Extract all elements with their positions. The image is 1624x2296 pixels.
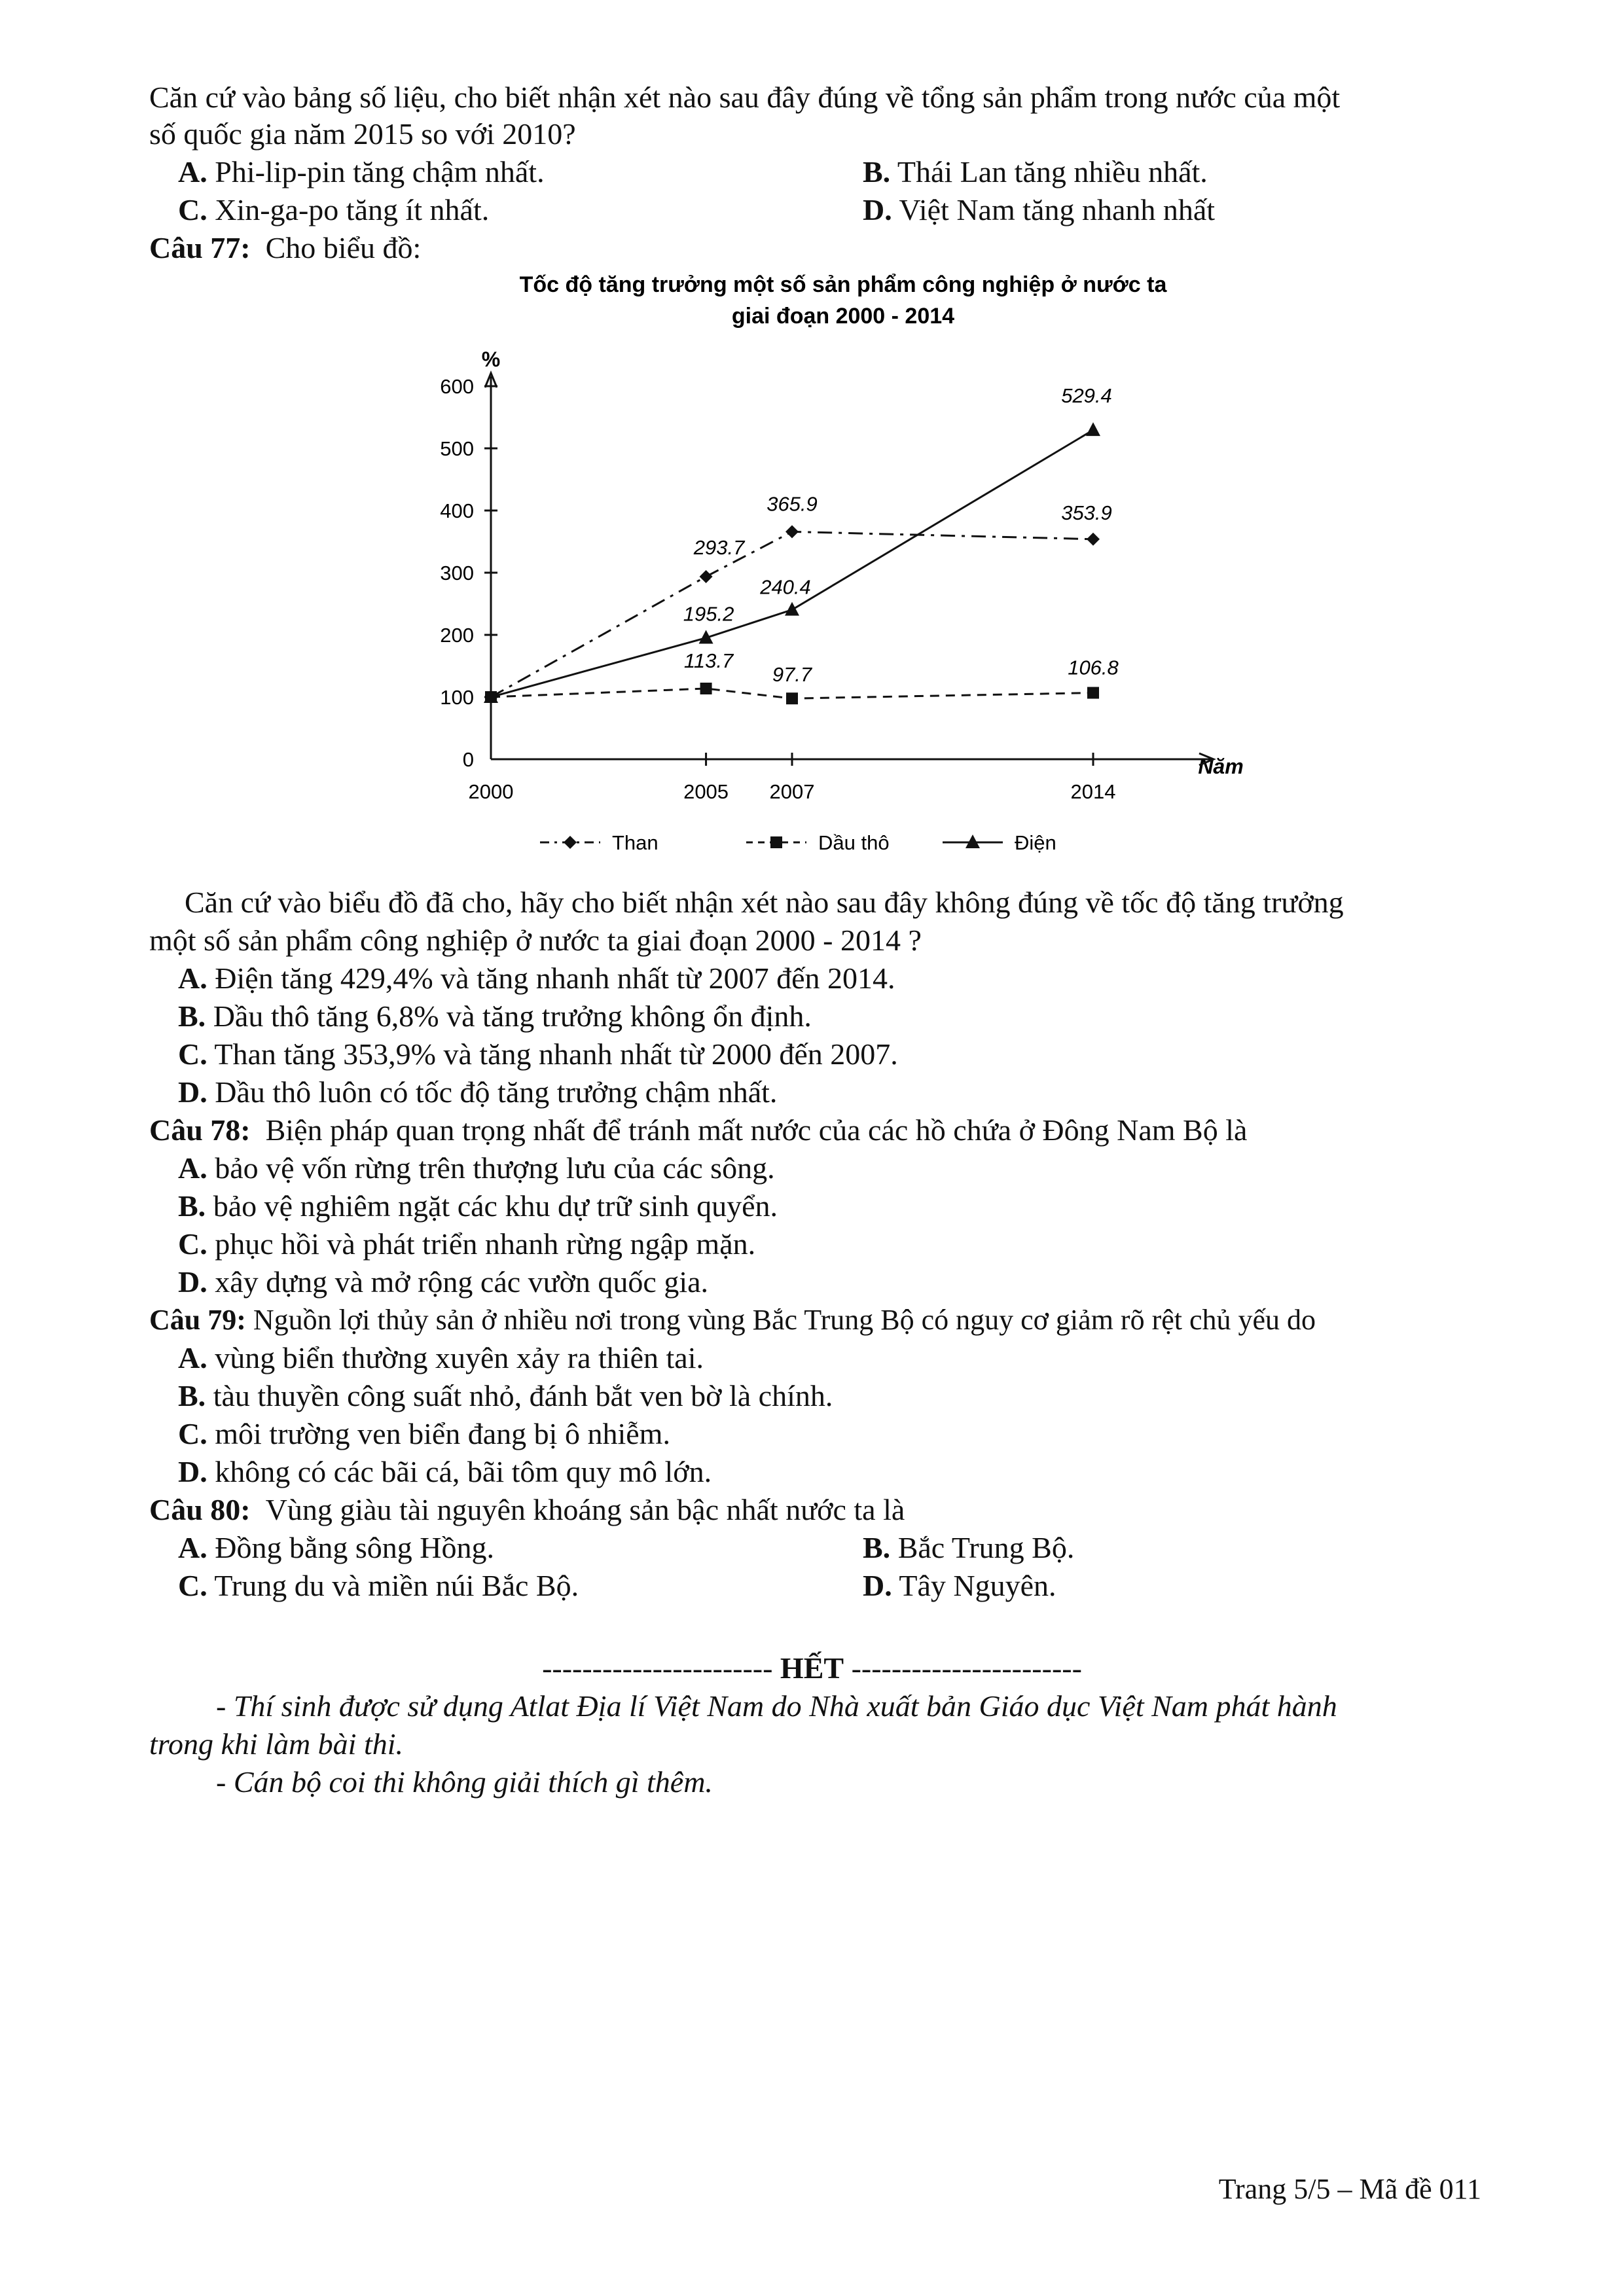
note-atlas-line2: trong khi làm bài thi. (149, 1727, 404, 1761)
marker-square (1087, 687, 1099, 699)
q76-option-b (863, 153, 1208, 191)
option-key: B. (863, 1531, 891, 1564)
marker-diamond (1087, 533, 1100, 546)
option-text: tàu thuyền công suất nhỏ, đánh bắt ven bờ là chính. (213, 1379, 833, 1412)
q76-stem-line1: Căn cứ vào bảng số liệu, cho biết nhận xét nào sau đây đúng về tổng sản phẩm trong nước của một (149, 81, 1341, 114)
data-label: 353.9 (1061, 501, 1112, 524)
option-text: phục hồi và phát triển nhanh rừng ngập mặn. (215, 1227, 756, 1261)
series-1 (485, 649, 1119, 704)
q78-option-b (178, 1187, 778, 1225)
option-key: A. (178, 1531, 208, 1564)
q80-option-a (178, 1529, 494, 1567)
q80-option-d (863, 1567, 1056, 1605)
marker-square (770, 836, 782, 848)
option-key: B. (178, 999, 206, 1033)
q80-stem (149, 1491, 905, 1529)
q78-option-d (178, 1263, 708, 1301)
marker-square (786, 692, 798, 704)
data-label: 195.2 (683, 602, 734, 626)
legend-item (943, 831, 1056, 854)
y-tick-label: 100 (440, 686, 474, 709)
option-key: C. (178, 193, 208, 226)
marker-diamond (700, 570, 713, 583)
y-tick-label: 500 (440, 437, 474, 460)
q76-option-a (178, 153, 545, 191)
option-text: không có các bãi cá, bãi tôm quy mô lớn. (215, 1455, 712, 1488)
q78-option-a (178, 1149, 775, 1187)
legend-item (540, 831, 659, 854)
legend-item (746, 831, 890, 854)
q78-option-c (178, 1225, 755, 1263)
x-tick-label: 2000 (468, 780, 514, 803)
option-key: D. (863, 193, 892, 226)
y-tick-label: 300 (440, 562, 474, 584)
end-marker (0, 1649, 1624, 1687)
option-text: vùng biển thường xuyên xảy ra thiên tai. (215, 1341, 704, 1374)
q79-stem (149, 1301, 1316, 1339)
data-label: 106.8 (1068, 656, 1119, 679)
option-key: A. (178, 1341, 208, 1374)
option-text: Đồng bằng sông Hồng. (215, 1531, 494, 1564)
option-text: xây dựng và mở rộng các vườn quốc gia. (215, 1265, 709, 1299)
option-key: A. (178, 1151, 208, 1185)
data-label: 113.7 (683, 649, 734, 672)
series-2 (484, 384, 1112, 703)
data-label: 97.7 (772, 663, 812, 687)
option-key: D. (178, 1265, 208, 1299)
option-text: Than tăng 353,9% và tăng nhanh nhất từ 2000 đến 2007. (214, 1037, 898, 1071)
data-label: 293.7 (693, 535, 745, 559)
q79-option-b (178, 1377, 833, 1415)
x-tick-label: 2005 (683, 780, 729, 803)
option-text: Dầu thô luôn có tốc độ tăng trưởng chậm nhất. (215, 1075, 778, 1109)
question-label: Câu 78: (149, 1113, 251, 1147)
option-text: bảo vệ vốn rừng trên thượng lưu của các sông. (215, 1151, 775, 1185)
question-label: Câu 79: (149, 1304, 246, 1336)
q77-option-d (178, 1073, 777, 1111)
option-key: C. (178, 1227, 208, 1261)
q79-option-a (178, 1339, 704, 1377)
x-tick-label: 2007 (769, 780, 815, 803)
q80-option-c (178, 1567, 579, 1605)
q77-stem-line1: Căn cứ vào biểu đồ đã cho, hãy cho biết nhận xét nào sau đây không đúng về tốc độ tăng trưởng (185, 886, 1344, 919)
option-text: Trung du và miền núi Bắc Bộ. (214, 1569, 579, 1602)
growth-line-chart (393, 262, 1309, 890)
end-word: HẾT (780, 1651, 844, 1685)
y-tick-label: 200 (440, 624, 474, 647)
page-footer: Trang 5/5 – Mã đề 011 (1218, 2173, 1481, 2205)
marker-diamond (564, 836, 577, 849)
question-text: Vùng giàu tài nguyên khoáng sản bậc nhất nước ta là (265, 1493, 905, 1526)
option-text: Phi-lip-pin tăng chậm nhất. (215, 155, 545, 188)
chart-title-line2: giai đoạn 2000 - 2014 (731, 304, 955, 329)
y-axis-label: % (481, 348, 501, 371)
y-tick-label: 600 (440, 375, 474, 398)
y-tick-label: 0 (462, 748, 474, 771)
marker-diamond (785, 525, 799, 538)
option-key: B. (178, 1189, 206, 1223)
q76-option-d (863, 191, 1215, 229)
q79-option-d (178, 1453, 712, 1491)
option-key: C. (178, 1037, 208, 1071)
option-key: A. (178, 961, 208, 995)
option-key: C. (178, 1417, 208, 1450)
option-key: D. (178, 1455, 208, 1488)
option-key: C. (178, 1569, 208, 1602)
question-text: Biện pháp quan trọng nhất để tránh mất nước của các hồ chứa ở Đông Nam Bộ là (265, 1113, 1248, 1147)
option-text: Thái Lan tăng nhiều nhất. (897, 155, 1208, 188)
data-label: 240.4 (760, 575, 811, 599)
q76-stem-line2: số quốc gia năm 2015 so với 2010? (149, 117, 576, 151)
y-tick-label: 400 (440, 499, 474, 522)
option-key: D. (178, 1075, 208, 1109)
option-key: B. (178, 1379, 206, 1412)
option-text: Xin-ga-po tăng ít nhất. (215, 193, 490, 226)
option-key: B. (863, 155, 891, 188)
q76-option-c (178, 191, 489, 229)
chart-title-line1: Tốc độ tăng trưởng một số sản phẩm công nghiệp ở nước ta (519, 272, 1167, 297)
legend-label: Điện (1015, 831, 1056, 854)
marker-square (700, 683, 712, 694)
x-axis-label: Năm (1198, 755, 1244, 778)
q77-heading (149, 229, 421, 267)
x-tick-label: 2014 (1070, 780, 1116, 803)
legend-label: Dầu thô (818, 831, 890, 854)
note-proctor: - Cán bộ coi thi không giải thích gì thêm. (216, 1765, 713, 1799)
q77-option-c (178, 1035, 898, 1073)
end-dashes-left: ----------------------- (542, 1651, 773, 1685)
legend-label: Than (612, 831, 659, 854)
q79-option-c (178, 1415, 670, 1453)
data-label: 365.9 (767, 492, 818, 516)
end-dashes-right: ----------------------- (851, 1651, 1082, 1685)
series-line (491, 430, 1093, 697)
option-text: bảo vệ nghiêm ngặt các khu dự trữ sinh quyển. (213, 1189, 778, 1223)
q78-stem (149, 1111, 1247, 1149)
question-intro: Cho biểu đồ: (265, 231, 422, 264)
option-key: D. (863, 1569, 892, 1602)
chart-legend (540, 831, 1056, 854)
option-text: Tây Nguyên. (899, 1569, 1056, 1602)
option-text: môi trường ven biển đang bị ô nhiễm. (215, 1417, 670, 1450)
q77-option-a (178, 960, 895, 997)
question-text: Nguồn lợi thủy sản ở nhiều nơi trong vùng Bắc Trung Bộ có nguy cơ giảm rõ rệt chủ yếu do (253, 1304, 1316, 1336)
marker-triangle (1086, 422, 1100, 436)
q77-option-b (178, 997, 812, 1035)
option-text: Việt Nam tăng nhanh nhất (899, 193, 1216, 226)
option-text: Bắc Trung Bộ. (897, 1531, 1075, 1564)
option-text: Điện tăng 429,4% và tăng nhanh nhất từ 2007 đến 2014. (215, 961, 895, 995)
marker-triangle (785, 602, 799, 616)
q80-option-b (863, 1529, 1074, 1567)
chart-series (484, 384, 1119, 704)
question-label: Câu 77: (149, 231, 251, 264)
option-key: A. (178, 155, 208, 188)
question-label: Câu 80: (149, 1493, 251, 1526)
option-text: Dầu thô tăng 6,8% và tăng trưởng không ổn định. (213, 999, 812, 1033)
note-atlas-line1: - Thí sinh được sử dụng Atlat Địa lí Việt Nam do Nhà xuất bản Giáo dục Việt Nam phát hành (216, 1689, 1337, 1723)
chart-svg (393, 262, 1309, 890)
q77-stem-line2: một số sản phẩm công nghiệp ở nước ta giai đoạn 2000 - 2014 ? (149, 924, 922, 957)
data-label: 529.4 (1061, 384, 1112, 408)
